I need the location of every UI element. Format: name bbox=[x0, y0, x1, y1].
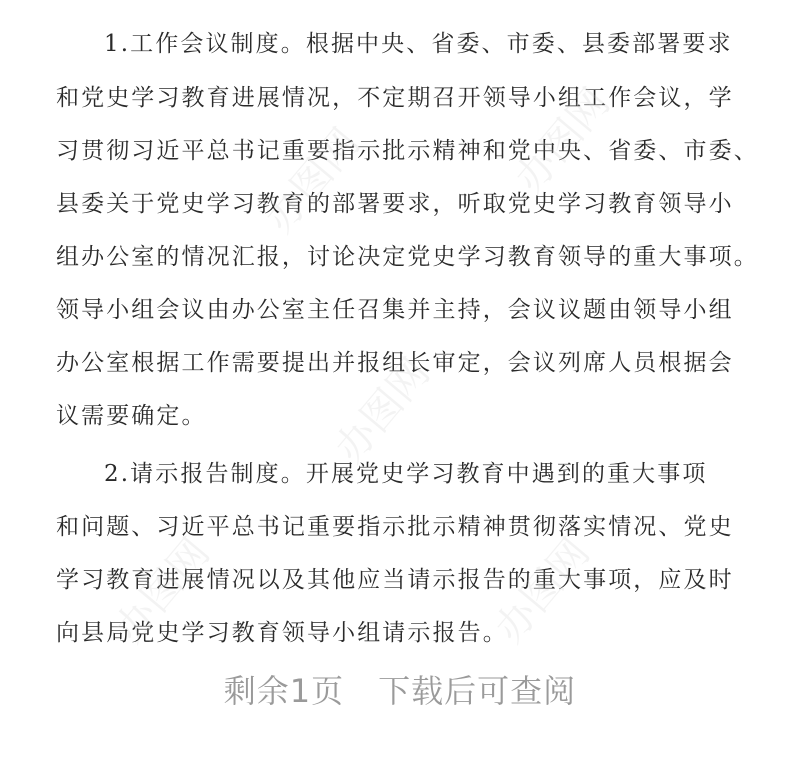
text-line: 1.工作会议制度。根据中央、省委、市委、县委部署要求 bbox=[104, 31, 733, 57]
download-hint-label: 下载后可查阅 bbox=[378, 672, 577, 710]
remaining-pages-label: 剩余1页 bbox=[223, 672, 345, 710]
text-line: 组办公室的情况汇报，讨论决定党史学习教育领导的重大事项。 bbox=[56, 244, 759, 270]
text-line: 领导小组会议由办公室主任召集并主持，会议议题由领导小组 bbox=[56, 297, 734, 323]
watermark: 办图网 bbox=[326, 350, 439, 472]
text-line: 向县局党史学习教育领导小组请示报告。 bbox=[56, 620, 508, 646]
text-line: 议需要确定。 bbox=[56, 403, 207, 429]
watermark: 办图网 bbox=[106, 530, 219, 652]
text-line: 2.请示报告制度。开展党史学习教育中遇到的重大事项 bbox=[104, 461, 708, 487]
watermark: 办图网 bbox=[506, 80, 619, 202]
text-line: 习贯彻习近平总书记重要指示批示精神和党中央、省委、市委、 bbox=[56, 138, 759, 164]
text-line: 县委关于党史学习教育的部署要求，听取党史学习教育领导小 bbox=[56, 191, 734, 217]
text-line: 和党史学习教育进展情况，不定期召开领导小组工作会议，学 bbox=[56, 85, 734, 111]
text-line: 办公室根据工作需要提出并报组长审定，会议列席人员根据会 bbox=[56, 350, 734, 376]
download-more-prompt[interactable] bbox=[0, 666, 800, 712]
watermark: 办图网 bbox=[486, 530, 599, 652]
text-line: 和问题、习近平总书记重要指示批示精神贯彻落实情况、党史 bbox=[56, 514, 734, 540]
text-line: 学习教育进展情况以及其他应当请示报告的重大事项，应及时 bbox=[56, 567, 734, 593]
watermark: 办图网 bbox=[256, 120, 369, 242]
